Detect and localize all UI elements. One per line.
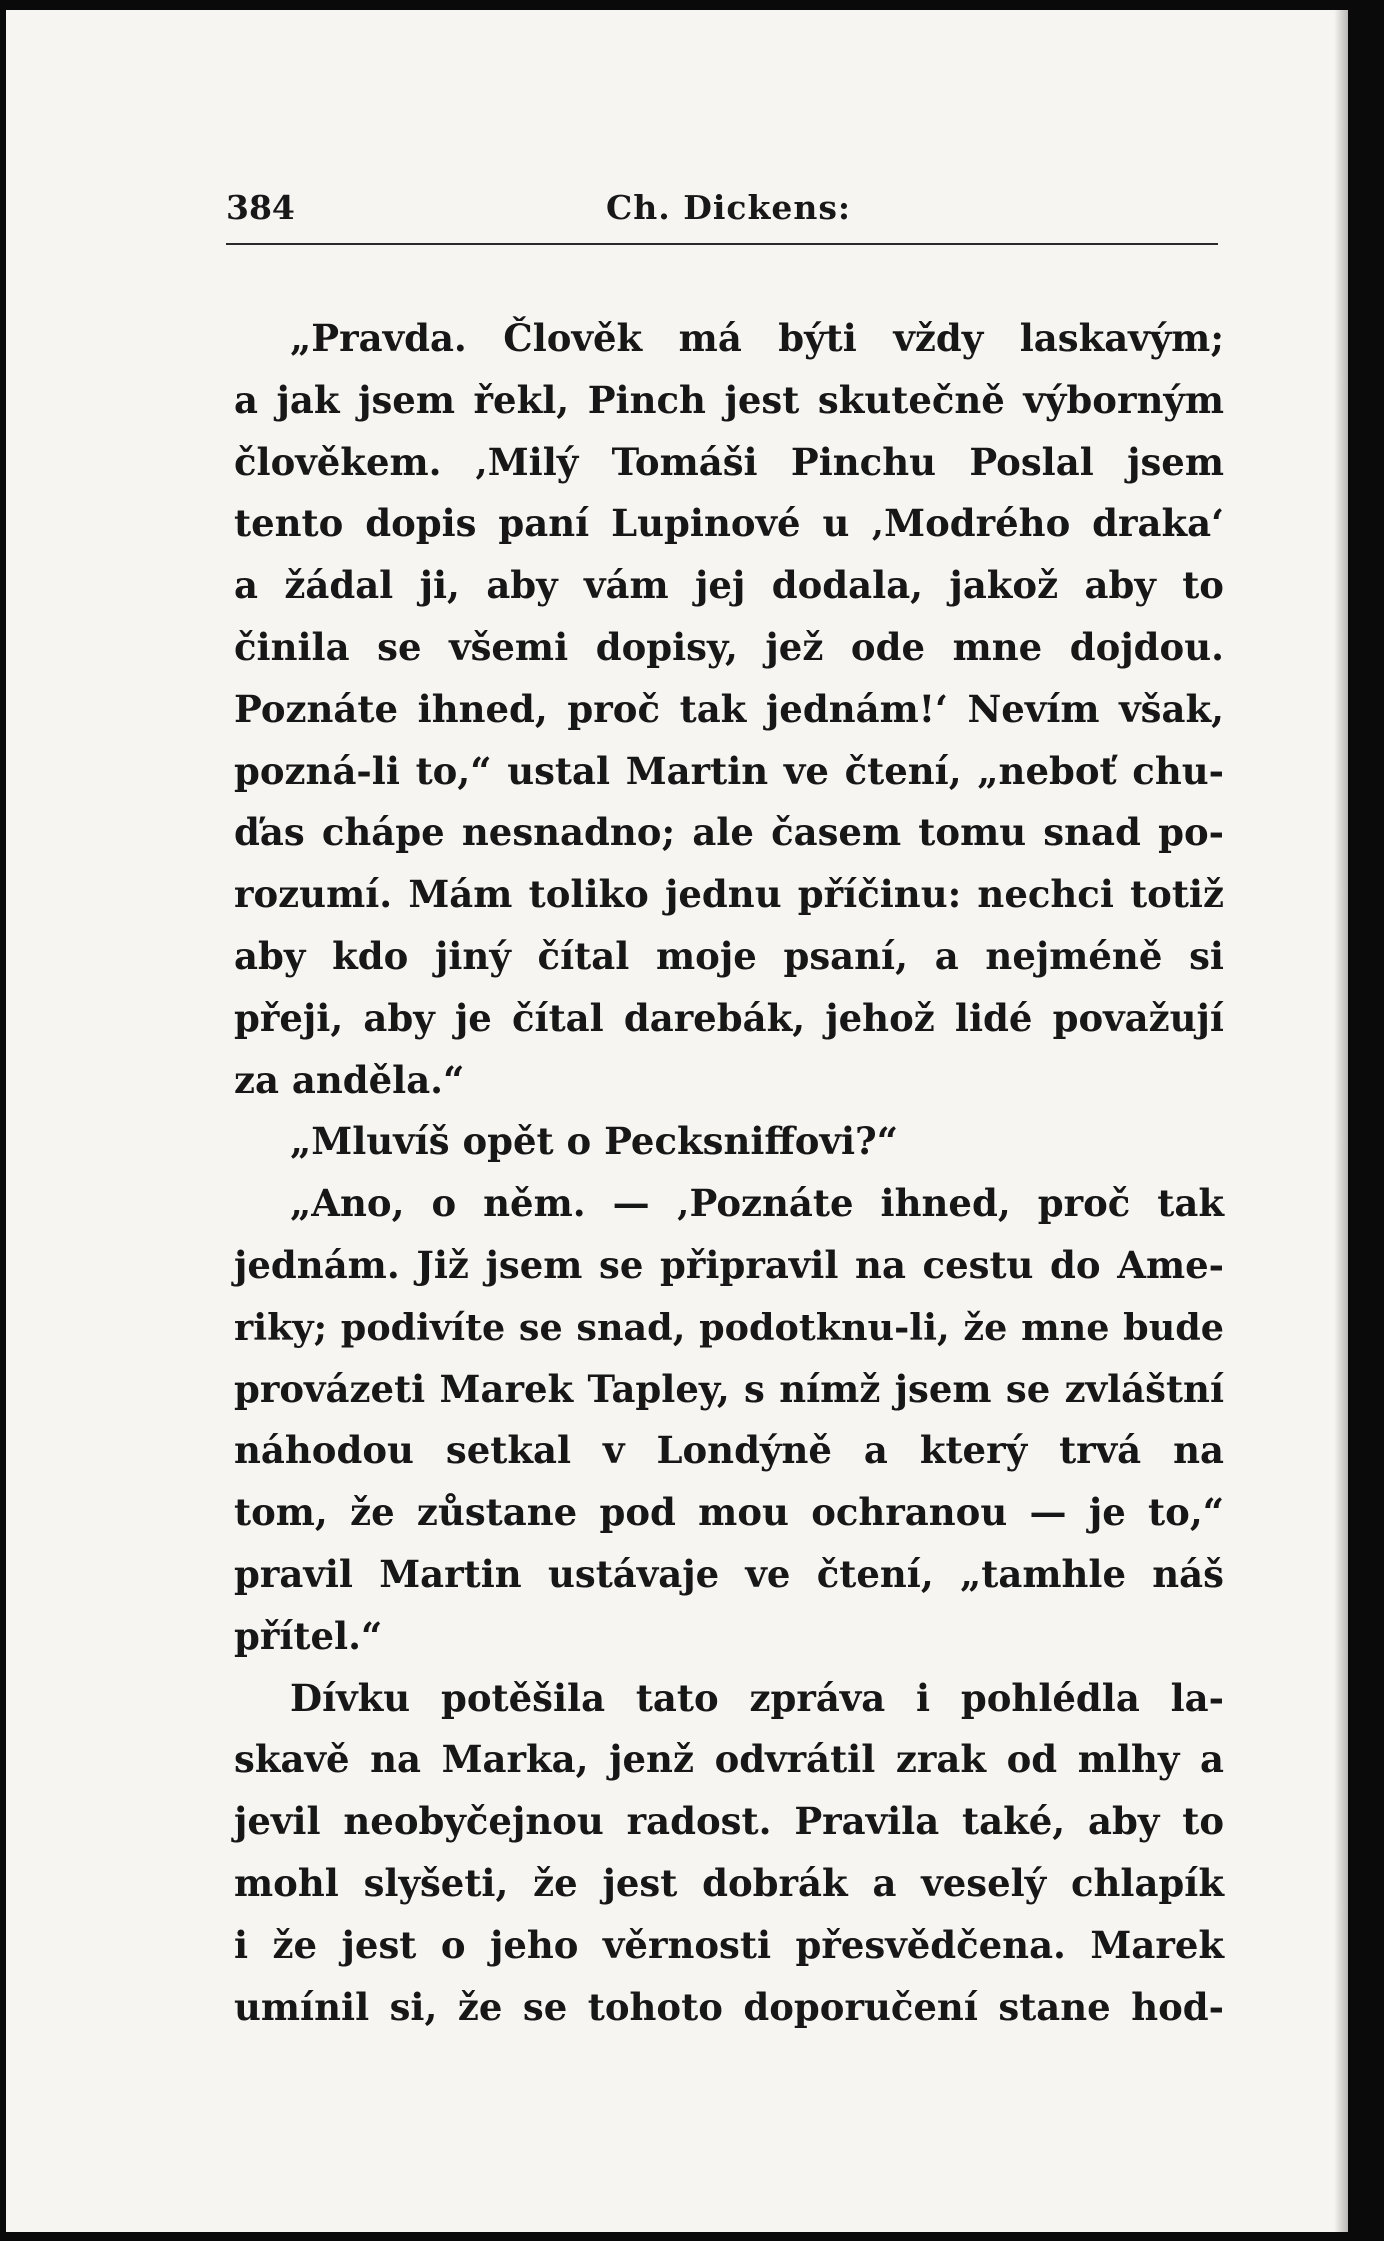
text-line: „Pravda. Člověk má býti vždy laskavým; xyxy=(290,316,1224,360)
page-header xyxy=(226,188,1216,238)
page-edge-shadow xyxy=(1334,10,1348,2232)
text-line: aby kdo jiný čítal moje psaní, a nejméně si xyxy=(234,933,1224,978)
text-line: i že jest o jeho věrnosti přesvědčena. Marek xyxy=(234,1922,1224,1967)
text-line: tento dopis paní Lupinové u ‚Modrého draka‘ xyxy=(234,501,1224,546)
running-head: Ch. Dickens: xyxy=(606,188,852,227)
text-line: Dívku potěšila tato zpráva i pohlédla la- xyxy=(290,1675,1224,1720)
text-line: tom, že zůstane pod mou ochranou — je to,“ xyxy=(234,1490,1224,1535)
text-line: za anděla.“ xyxy=(234,1057,465,1102)
text-line: skavě na Marka, jenž odvrátil zrak od mlhy a xyxy=(234,1737,1224,1782)
text-line: činila se všemi dopisy, jež ode mne dojdou. xyxy=(234,624,1224,669)
text-line: člověkem. ‚Milý Tomáši Pinchu Poslal jsem xyxy=(234,439,1224,484)
page-number: 384 xyxy=(226,188,295,227)
text-line: náhodou setkal v Londýně a který trvá na xyxy=(234,1428,1224,1473)
text-line: Poznáte ihned, proč tak jednám!‘ Nevím však, xyxy=(234,686,1224,731)
text-line: „Ano, o něm. — ‚Poznáte ihned, proč tak xyxy=(290,1181,1224,1226)
text-line: „Mluvíš opět o Pecksniffovi?“ xyxy=(290,1119,898,1164)
text-line: mohl slyšeti, že jest dobrák a veselý chlapík xyxy=(234,1860,1224,1905)
text-line: ďas chápe nesnadno; ale časem tomu snad po- xyxy=(234,810,1224,855)
text-line: rozumí. Mám toliko jednu příčinu: nechci totiž xyxy=(234,872,1224,917)
text-line: a žádal ji, aby vám jej dodala, jakož aby to xyxy=(234,563,1224,608)
text-line: jednám. Již jsem se připravil na cestu do Ame- xyxy=(234,1242,1224,1287)
text-line: pravil Martin ustávaje ve čtení, „tamhle náš xyxy=(234,1551,1224,1596)
text-line: přeji, aby je čítal darebák, jehož lidé považují xyxy=(234,995,1224,1040)
text-line: provázeti Marek Tapley, s nímž jsem se zvláštní xyxy=(234,1366,1224,1411)
text-line: přítel.“ xyxy=(234,1613,383,1658)
text-line: umínil si, že se tohoto doporučení stane hod- xyxy=(234,1984,1224,2029)
text-line: pozná-li to,“ ustal Martin ve čtení, „neboť chu- xyxy=(234,748,1224,793)
text-line: jevil neobyčejnou radost. Pravila také, aby to xyxy=(234,1799,1224,1844)
header-rule xyxy=(226,243,1218,245)
body-text xyxy=(234,308,1224,2038)
book-page xyxy=(6,10,1348,2232)
text-line: a jak jsem řekl, Pinch jest skutečně výborným xyxy=(234,377,1224,422)
text-line: riky; podivíte se snad, podotknu-li, že mne bude xyxy=(234,1305,1224,1349)
